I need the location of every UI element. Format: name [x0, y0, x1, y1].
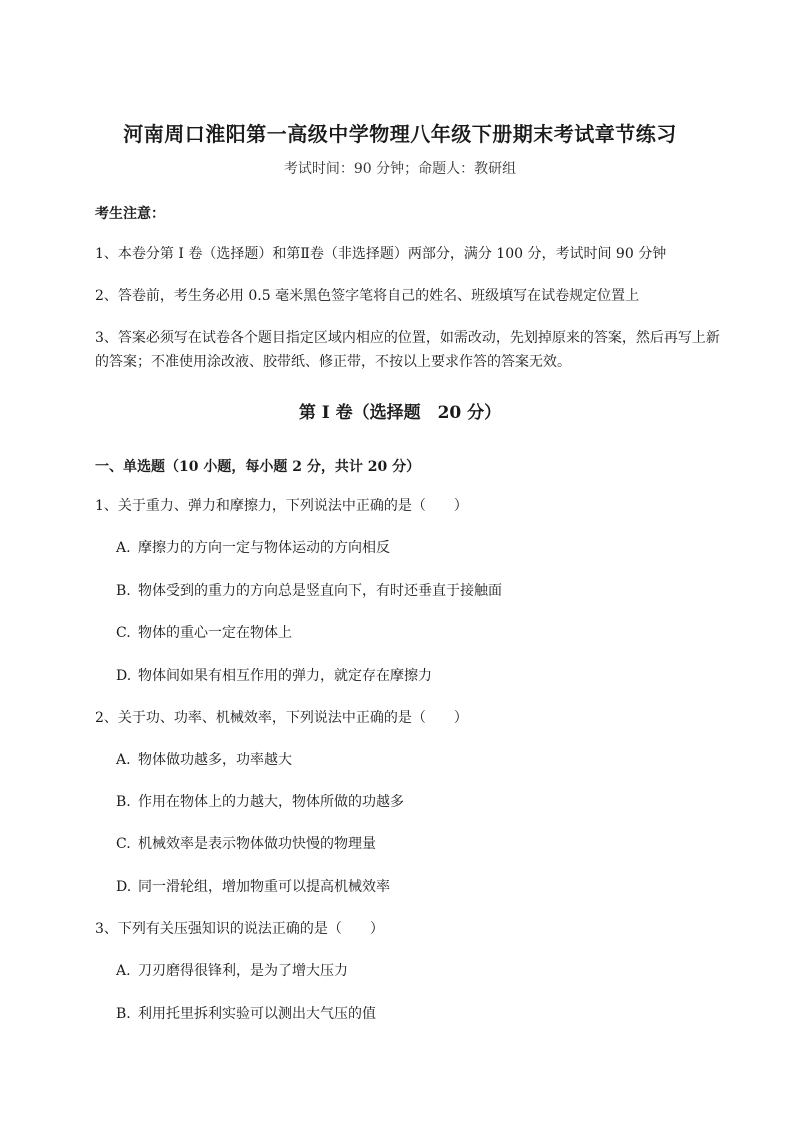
option-text: 刀刃磨得很锋利，是为了增大压力	[138, 963, 348, 979]
option-text: 摩擦力的方向一定与物体运动的方向相反	[138, 540, 390, 556]
page-title: 河南周口淮阳第一高级中学物理八年级下册期末考试章节练习	[123, 122, 677, 146]
answer-option	[116, 750, 292, 770]
option-text: 作用在物体上的力越大，物体所做的功越多	[138, 794, 404, 810]
question-stem: 2、关于功、功率、机械效率，下列说法中正确的是（ ）	[95, 710, 468, 726]
option-text: 机械效率是表示物体做功快慢的物理量	[138, 836, 376, 852]
answer-option	[116, 877, 390, 897]
option-letter: B.	[116, 583, 131, 599]
part-heading: 一、单选题（10 小题，每小题 2 分，共计 20 分）	[95, 459, 421, 475]
notice-item: 1、本卷分第 I 卷（选择题）和第Ⅱ卷（非选择题）两部分，满分 100 分，考试时间 90 分钟	[95, 246, 667, 262]
answer-option	[116, 834, 376, 854]
option-text: 利用托里拆利实验可以测出大气压的值	[138, 1006, 376, 1022]
question-stem: 3、下列有关压强知识的说法正确的是（ ）	[95, 921, 384, 937]
section-title: 第 I 卷（选择题 20 分）	[298, 403, 502, 423]
notice-heading: 考生注意：	[95, 206, 165, 222]
option-letter: A.	[116, 963, 131, 979]
option-text: 物体间如果有相互作用的弹力，就定存在摩擦力	[138, 668, 432, 684]
option-text: 同一滑轮组，增加物重可以提高机械效率	[138, 879, 390, 895]
notice-item: 2、答卷前，考生务必用 0.5 毫米黑色签字笔将自己的姓名、班级填写在试卷规定位置上	[95, 288, 640, 304]
option-letter: A.	[116, 540, 131, 556]
option-letter: A.	[116, 752, 131, 768]
option-letter: B.	[116, 1006, 131, 1022]
option-letter: C.	[116, 836, 131, 852]
exam-info: 考试时间：90 分钟；命题人：教研组	[283, 161, 517, 177]
notice-item: 3、答案必须写在试卷各个题目指定区域内相应的位置，如需改动，先划掉原来的答案，然后再写上新的答案；不准使用涂改液、胶带纸、修正带，不按以上要求作答的答案无效。	[95, 330, 720, 370]
answer-option	[116, 792, 404, 812]
question-stem: 1、关于重力、弹力和摩擦力，下列说法中正确的是（ ）	[95, 498, 468, 514]
option-text: 物体的重心一定在物体上	[138, 625, 292, 641]
option-text: 物体受到的重力的方向总是竖直向下，有时还垂直于接触面	[138, 583, 502, 599]
answer-option	[116, 666, 432, 686]
option-letter: D.	[116, 668, 132, 684]
answer-option	[116, 581, 502, 601]
answer-option	[116, 538, 390, 558]
option-letter: C.	[116, 625, 131, 641]
answer-option	[116, 623, 292, 643]
option-text: 物体做功越多，功率越大	[138, 752, 292, 768]
answer-option	[116, 961, 348, 981]
option-letter: D.	[116, 879, 132, 895]
answer-option	[116, 1004, 376, 1024]
option-letter: B.	[116, 794, 131, 810]
